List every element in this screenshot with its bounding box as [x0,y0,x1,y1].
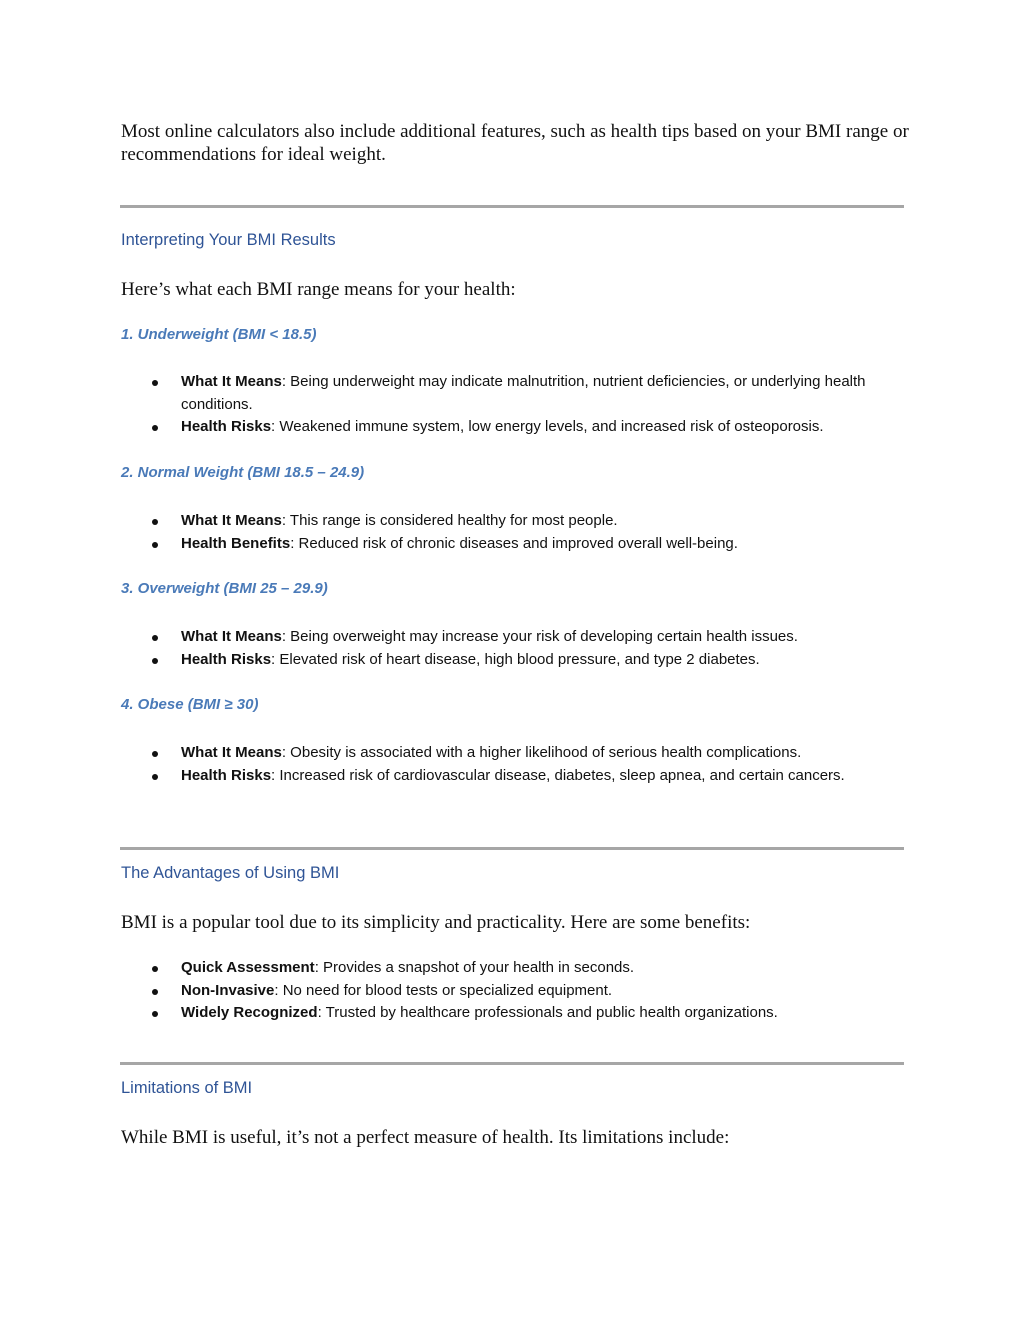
bullet-icon [152,380,158,386]
list-item-text: : Being underweight may indicate malnutrition, nutrient deficiencies, or underlying health conditions. [181,373,866,413]
advantages-list [0,957,900,1025]
bullet-icon [152,425,158,431]
list-item-text: : Being overweight may increase your risk of developing certain health issues. [281,628,798,645]
list-item [0,1002,900,1025]
section-heading-limitations: Limitations of BMI [121,1079,253,1097]
list-item-term: Non-Invasive [181,981,275,999]
bullet-icon [152,751,158,757]
list-item-term: Quick Assessment [181,959,315,976]
list-item-text: : No need for blood tests or specialized equipment. [274,981,613,999]
list-item-term: Health Risks [181,766,272,784]
section-divider [120,1062,904,1065]
bullet-icon [152,1011,158,1017]
range-heading-underweight: 1. Underweight (BMI < 18.5) [121,326,317,343]
list-item [0,980,900,1003]
list-item-term: Health Risks [181,650,272,668]
section-divider [120,205,904,208]
bullet-icon [152,635,158,641]
list-item [0,371,900,416]
section-heading-interpreting: Interpreting Your BMI Results [121,231,336,249]
list-item-text: : Obesity is associated with a higher likelihood of serious health complications. [281,744,802,761]
range-list-overweight [0,626,900,671]
list-item-text: : Elevated risk of heart disease, high blood pressure, and type 2 diabetes. [271,650,760,668]
list-item [0,416,900,439]
list-item-text: : This range is considered healthy for most people. [281,512,618,529]
list-item-term: What It Means [181,744,282,761]
range-list-normal-weight [0,510,900,555]
range-heading-obese: 4. Obese (BMI ≥ 30) [121,696,259,713]
section-intro-interpreting: Here’s what each BMI range means for your health: [121,279,516,300]
bullet-icon [152,542,158,548]
list-item [0,626,900,649]
list-item-text: : Increased risk of cardiovascular disease, diabetes, sleep apnea, and certain cancers. [271,766,845,784]
list-item-term: What It Means [181,512,282,529]
list-item-text: : Weakened immune system, low energy levels, and increased risk of osteoporosis. [271,418,824,435]
list-item-term: What It Means [181,628,282,645]
bullet-icon [152,989,158,995]
list-item-text: : Trusted by healthcare professionals and public health organizations. [317,1004,778,1021]
list-item-term: What It Means [181,373,282,390]
list-item [0,649,900,672]
range-list-obese [0,742,900,787]
list-item-term: Health Risks [181,418,272,435]
range-heading-overweight: 3. Overweight (BMI 25 – 29.9) [121,580,328,597]
list-item [0,533,900,556]
section-heading-advantages: The Advantages of Using BMI [121,864,340,882]
list-item [0,765,900,788]
section-intro-advantages: BMI is a popular tool due to its simplicity and practicality. Here are some benefits: [121,912,751,933]
intro-paragraph: Most online calculators also include additional features, such as health tips based on your BMI range or recommendations for ideal weight. [121,121,909,165]
list-item-text: : Provides a snapshot of your health in seconds. [314,959,635,976]
bullet-icon [152,774,158,780]
bullet-icon [152,658,158,664]
list-item-term: Health Benefits [181,534,291,552]
bullet-icon [152,966,158,972]
range-heading-normal-weight: 2. Normal Weight (BMI 18.5 – 24.9) [121,464,365,481]
list-item [0,957,900,980]
list-item-text: : Reduced risk of chronic diseases and improved overall well-being. [290,534,738,552]
list-item [0,510,900,533]
list-item [0,742,900,765]
bullet-icon [152,519,158,525]
range-list-underweight [0,371,900,439]
section-divider [120,847,904,850]
list-item-term: Widely Recognized [181,1004,318,1021]
section-intro-limitations: While BMI is useful, it’s not a perfect measure of health. Its limitations include: [121,1127,730,1148]
